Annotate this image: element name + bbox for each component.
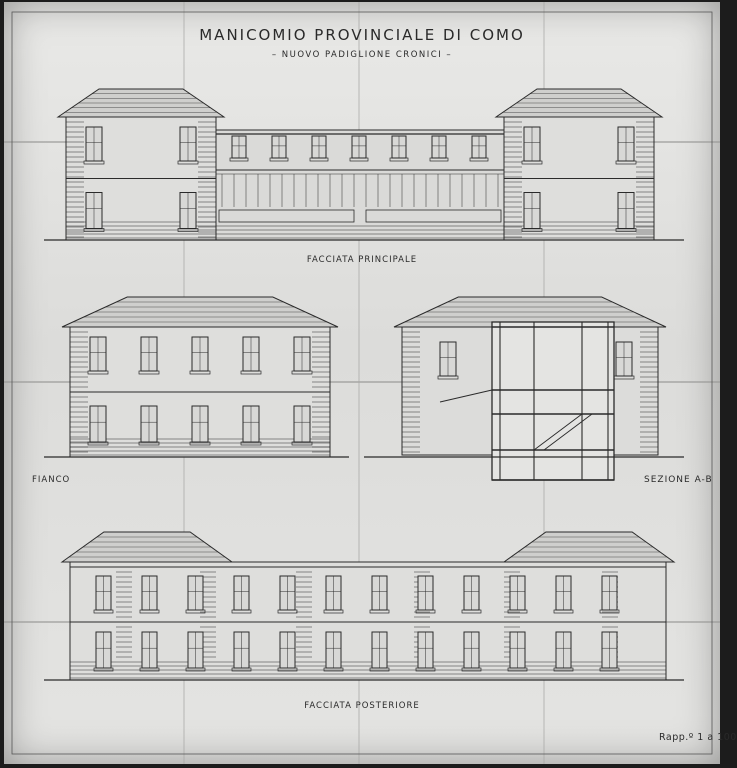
section-ab xyxy=(364,297,684,480)
scale-note: Rapp.º 1 a 100 xyxy=(659,732,737,743)
rear-wall xyxy=(70,562,666,680)
label-front-facade: FACCIATA PRINCIPALE xyxy=(306,255,418,265)
front-facade xyxy=(44,89,684,240)
drawing-title: MANICOMIO PROVINCIALE DI COMO xyxy=(199,26,525,44)
label-section-ab: SEZIONE A-B xyxy=(644,475,713,485)
side-wall xyxy=(70,327,330,457)
front-wing-right xyxy=(504,117,654,240)
rear-facade xyxy=(44,532,684,680)
section-cut xyxy=(492,322,614,480)
front-wing-left xyxy=(66,117,216,240)
drawing-subtitle: – NUOVO PADIGLIONE CRONICI – xyxy=(271,50,453,60)
label-side-view: FIANCO xyxy=(32,475,71,485)
drawing-sheet xyxy=(4,2,737,764)
elevation-drawing xyxy=(4,2,720,764)
label-rear-facade: FACCIATA POSTERIORE xyxy=(304,701,420,711)
side-view xyxy=(44,297,349,457)
